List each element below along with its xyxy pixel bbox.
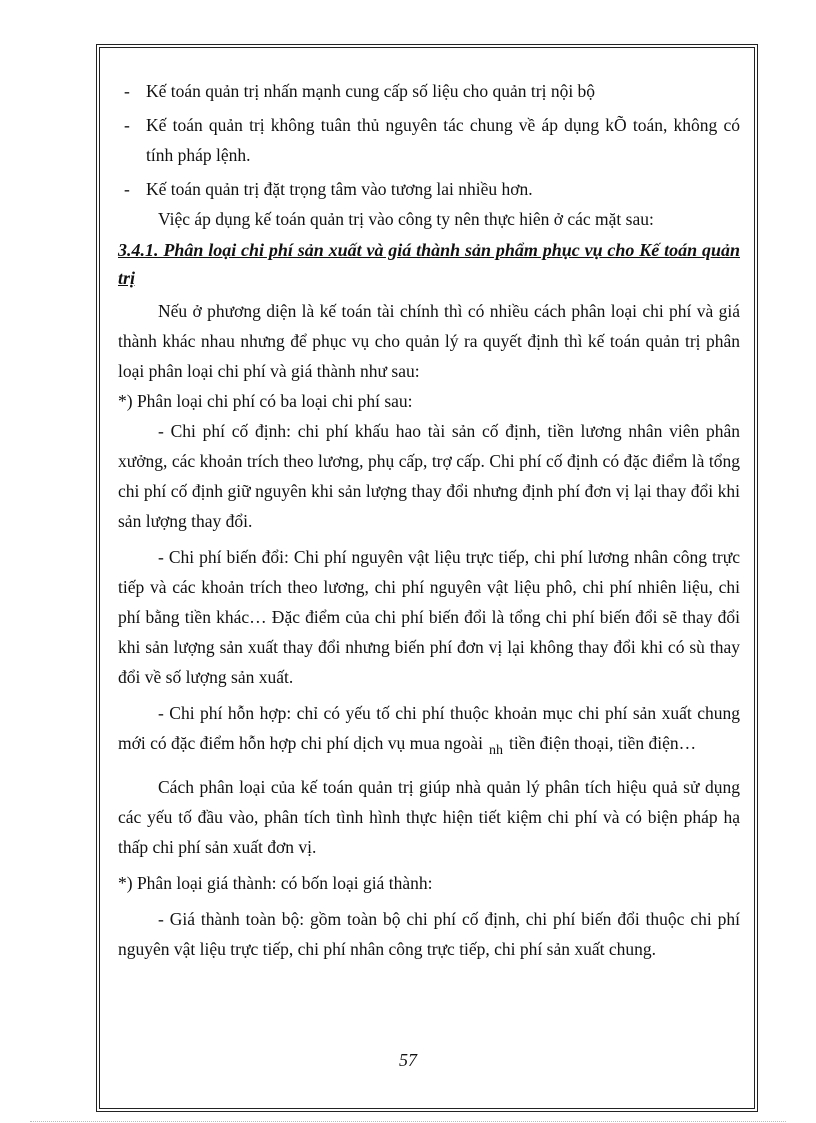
paragraph: Nếu ở phương diện là kế toán tài chính thì có nhiều cách phân loại chi phí và giá thành khác nhau nhưng để phục vụ cho quản lý ra quyết định thì kế toán quản trị phân loại phân loại chi phí và giá thành như sau:	[118, 301, 740, 381]
bullet-dash: -	[124, 81, 130, 101]
bullet-text: Kế toán quản trị đặt trọng tâm vào tương lai nhiều hơn.	[146, 179, 533, 199]
fixed-cost-paragraph: - Chi phí cố định: chi phí khấu hao tài sản cố định, tiền lương nhân viên phân xưởng, các khoản trích theo lương, phụ cấp, trợ cấp. Chi phí cố định có đặc điểm là tổng chi phí cố định giữ nguyên khi sản lượng thay đổi nhưng định phí đơn vị lại thay đổi khi sản lượng thay đổi.	[118, 421, 740, 531]
mixed-cost-subscript: nh	[489, 743, 504, 758]
intro-paragraph: Việc áp dụng kế toán quản trị vào công ty nên thực hiên ở các mặt sau:	[158, 209, 654, 229]
section-heading: 3.4.1. Phân loại chi phí sản xuất và giá thành sản phẩm phục vụ cho Kế toán quản trị	[118, 240, 740, 288]
bullet-item	[118, 174, 740, 204]
mixed-cost-text: - Chi phí hỗn hợp: chỉ có yếu tố chi phí thuộc khoản mục chi phí sản xuất chung mới có đặc điểm hỗn hợp chi phí dịch vụ mua ngoài	[118, 703, 740, 753]
mixed-cost-text-end: tiền điện thoại, tiền điện…	[509, 733, 697, 753]
bullet-dash: -	[124, 179, 130, 199]
paragraph: Cách phân loại của kế toán quản trị giúp nhà quản lý phân tích hiệu quả sử dụng các yếu tố đầu vào, phân tích tình hình thực hiện tiết kiệm chi phí và có biện pháp hạ thấp chi phí sản xuất đơn vị.	[118, 777, 740, 857]
bullet-dash: -	[124, 115, 130, 135]
bullet-text: Kế toán quản trị nhấn mạnh cung cấp số liệu cho quản trị nội bộ	[146, 81, 596, 101]
bullet-text: Kế toán quản trị không tuân thủ nguyên tác chung về áp dụng kÕ toán, không có tính pháp lệnh.	[146, 115, 740, 165]
bullet-item	[118, 76, 740, 106]
cost-classification-title: *) Phân loại chi phí có ba loại chi phí sau:	[118, 391, 413, 411]
bullet-item	[118, 110, 740, 170]
document-body	[118, 76, 740, 964]
bottom-rule	[30, 1121, 786, 1122]
variable-cost-paragraph: - Chi phí biến đổi: Chi phí nguyên vật liệu trực tiếp, chi phí lương nhân công trực tiếp và các khoản trích theo lương, chi phí nguyên vật liệu phô, chi phí nhiên liệu, chi phí bằng tiền khác… Đặc điểm của chi phí biến đổi là tổng chi phí biến đổi sẽ thay đổi khi sản lượng sản xuất thay đổi nhưng biến phí đơn vị lại không thay đổi khi có sù thay đổi về số lượng sản xuất.	[118, 547, 740, 687]
price-classification-title: *) Phân loại giá thành: có bốn loại giá thành:	[118, 873, 433, 893]
full-price-paragraph: - Giá thành toàn bộ: gồm toàn bộ chi phí cố định, chi phí biến đổi thuộc chi phí nguyên vật liệu trực tiếp, chi phí nhân công trực tiếp, chi phí sản xuất chung.	[118, 909, 740, 959]
page-number: 57	[399, 1050, 417, 1070]
mixed-cost-paragraph	[118, 698, 740, 766]
